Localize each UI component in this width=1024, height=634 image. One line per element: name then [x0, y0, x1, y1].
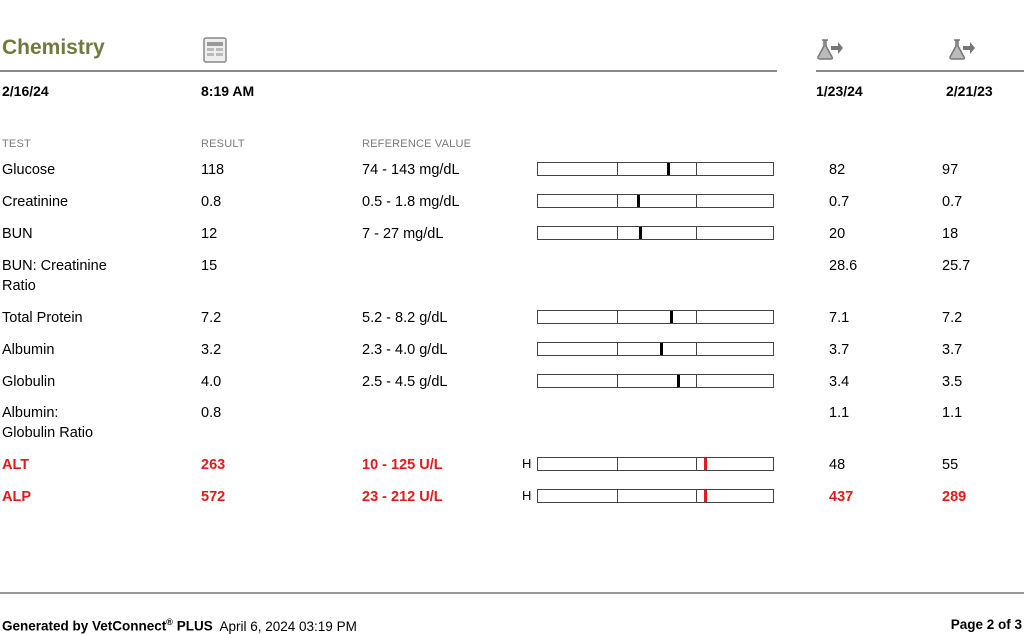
- previous-result: 3.4: [829, 374, 850, 390]
- test-result: 7.2: [201, 310, 222, 326]
- range-bar-divider: [617, 343, 618, 355]
- range-bar-marker: [660, 343, 663, 355]
- range-bar: [537, 489, 774, 503]
- range-bar: [537, 226, 774, 240]
- previous-date: 1/23/24: [816, 83, 863, 99]
- range-bar-divider: [617, 375, 618, 387]
- test-name-line: BUN: Creatinine: [2, 258, 107, 274]
- test-name: [2, 192, 68, 212]
- range-bar: [537, 310, 774, 324]
- range-bar: [537, 162, 774, 176]
- test-result: 263: [201, 457, 226, 473]
- test-name-line: Total Protein: [2, 310, 83, 326]
- test-result: 572: [201, 489, 226, 505]
- section-title: Chemistry: [2, 36, 105, 59]
- reference-range: 10 - 125 U/L: [362, 457, 443, 473]
- range-bar-marker: [667, 163, 670, 175]
- range-bar-divider: [696, 458, 697, 470]
- flask-arrow-icon[interactable]: [816, 38, 844, 60]
- range-bar-divider: [696, 195, 697, 207]
- range-bar-divider: [617, 490, 618, 502]
- test-result: 12: [201, 226, 218, 242]
- high-flag: H: [522, 488, 532, 503]
- test-name-line: Albumin: [2, 342, 55, 358]
- test-result: 118: [201, 162, 225, 178]
- previous-result: 1.1: [829, 405, 850, 421]
- header-divider: [0, 70, 777, 72]
- range-bar-marker: [704, 458, 707, 470]
- range-bar-divider: [696, 490, 697, 502]
- range-bar: [537, 457, 774, 471]
- report-time: 8:19 AM: [201, 83, 255, 99]
- previous-result: 437: [829, 489, 854, 505]
- test-result: 0.8: [201, 194, 222, 210]
- plus-label: PLUS: [176, 618, 213, 634]
- previous-result: 7.1: [829, 310, 850, 326]
- test-name-line: Globulin Ratio: [2, 425, 94, 441]
- reference-range: 7 - 27 mg/dL: [362, 226, 444, 242]
- previous-result: 97: [942, 162, 959, 178]
- test-name-line: Ratio: [2, 278, 36, 294]
- generated-timestamp: April 6, 2024 03:19 PM: [219, 618, 357, 634]
- test-name: [2, 224, 33, 244]
- reference-range: 5.2 - 8.2 g/dL: [362, 310, 448, 326]
- previous-result: 289: [942, 489, 967, 505]
- reference-range: 23 - 212 U/L: [362, 489, 443, 505]
- range-bar-divider: [696, 227, 697, 239]
- range-bar-divider: [696, 343, 697, 355]
- reference-range: 2.3 - 4.0 g/dL: [362, 342, 448, 358]
- previous-result: 20: [829, 226, 846, 242]
- previous-result: 82: [829, 162, 846, 178]
- test-name-line: ALT: [2, 457, 30, 473]
- report-document-icon[interactable]: [203, 37, 227, 63]
- previous-result: 3.5: [942, 374, 963, 390]
- header-divider: [816, 70, 1024, 72]
- range-bar-divider: [696, 311, 697, 323]
- test-name-line: BUN: [2, 226, 33, 242]
- test-name: [2, 256, 107, 296]
- test-name-line: Creatinine: [2, 194, 69, 210]
- reference-range: 0.5 - 1.8 mg/dL: [362, 194, 460, 210]
- range-bar: [537, 194, 774, 208]
- column-header-test: TEST: [2, 138, 31, 150]
- range-bar-divider: [617, 195, 618, 207]
- flask-arrow-icon[interactable]: [948, 38, 976, 60]
- range-bar: [537, 342, 774, 356]
- column-header-result: RESULT: [201, 138, 245, 150]
- column-header-reference: REFERENCE VALUE: [362, 138, 472, 150]
- previous-result: 3.7: [829, 342, 850, 358]
- test-name-line: Glucose: [2, 162, 56, 178]
- test-name-line: ALP: [2, 489, 31, 505]
- reference-range: 2.5 - 4.5 g/dL: [362, 374, 448, 390]
- test-name: [2, 340, 54, 360]
- high-flag: H: [522, 456, 532, 471]
- test-result: 0.8: [201, 405, 222, 421]
- range-bar-divider: [617, 163, 618, 175]
- test-name: [2, 487, 31, 507]
- test-name: [2, 308, 83, 328]
- previous-result: 28.6: [829, 258, 858, 274]
- previous-date: 2/21/23: [946, 83, 993, 99]
- registered-mark: ®: [166, 617, 173, 627]
- previous-result: 0.7: [829, 194, 850, 210]
- test-result: 15: [201, 258, 218, 274]
- test-name: [2, 372, 55, 392]
- range-bar-divider: [696, 375, 697, 387]
- previous-result: 3.7: [942, 342, 963, 358]
- reference-range: 74 - 143 mg/dL: [362, 162, 460, 178]
- range-bar-divider: [617, 227, 618, 239]
- range-bar-marker: [639, 227, 642, 239]
- previous-result: 25.7: [942, 258, 971, 274]
- range-bar-divider: [696, 163, 697, 175]
- test-name-line: Globulin: [2, 374, 56, 390]
- range-bar-divider: [617, 458, 618, 470]
- report-date: 2/16/24: [2, 83, 49, 99]
- range-bar-marker: [677, 375, 680, 387]
- test-result: 4.0: [201, 374, 222, 390]
- generated-by-label: Generated by VetConnect: [2, 618, 167, 634]
- range-bar-divider: [617, 311, 618, 323]
- test-name: [2, 160, 55, 180]
- previous-result: 55: [942, 457, 959, 473]
- range-bar-marker: [637, 195, 640, 207]
- test-name: [2, 455, 29, 475]
- footer-divider: [0, 592, 1024, 594]
- previous-result: 7.2: [942, 310, 963, 326]
- previous-result: 48: [829, 457, 846, 473]
- test-name: [2, 403, 93, 443]
- range-bar: [537, 374, 774, 388]
- generated-by: [2, 617, 357, 634]
- range-bar-marker: [670, 311, 673, 323]
- test-result: 3.2: [201, 342, 222, 358]
- previous-result: 18: [942, 226, 959, 242]
- previous-result: 1.1: [942, 405, 963, 421]
- previous-result: 0.7: [942, 194, 963, 210]
- range-bar-marker: [704, 490, 707, 502]
- page-number: Page 2 of 3: [950, 617, 1022, 632]
- test-name-line: Albumin:: [2, 405, 59, 421]
